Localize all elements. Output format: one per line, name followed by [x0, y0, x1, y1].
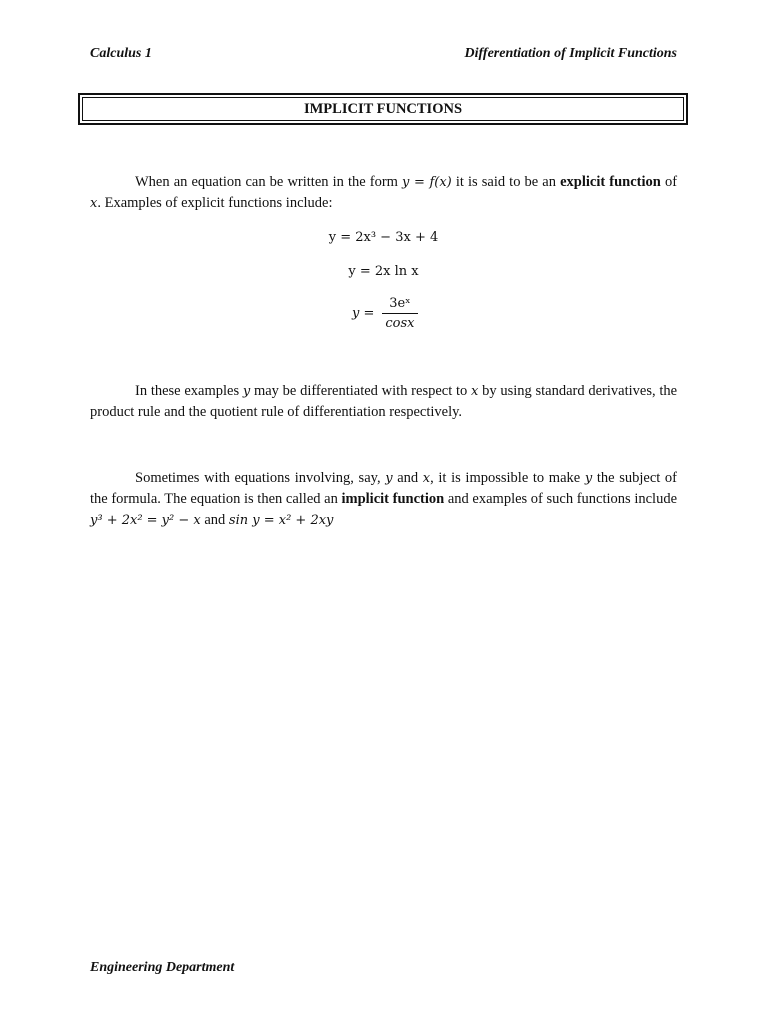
p3-math-1: y [385, 471, 393, 486]
running-header-right: Differentiation of Implicit Functions [464, 46, 677, 61]
p3-text-2: and [397, 470, 419, 486]
equation-3-numerator: 3eˣ [389, 296, 411, 311]
p2-math-2: x [471, 384, 479, 399]
equation-3-fraction [382, 296, 417, 331]
p1-math-2: x [90, 196, 98, 211]
p1-bold-term: explicit function [560, 174, 661, 190]
p3-text-6: and [204, 512, 226, 528]
p1-text-2: it is said to be an [455, 174, 556, 190]
p1-text-4: . Examples of explicit functions include: [97, 195, 333, 211]
p2-text-1: In these examples [135, 383, 240, 399]
p3-math-2: x [422, 471, 431, 486]
p2-text-2: may be differentiated with respect to [253, 383, 468, 399]
section-title-box [78, 93, 688, 125]
p3-text-1: Sometimes with equations involving, say, [135, 470, 381, 486]
p3-math-5: sin y = x² + 2xy [228, 513, 334, 528]
running-header-left: Calculus 1 [90, 46, 152, 61]
equation-3-lhs: y = [352, 306, 375, 321]
p3-text-4: the subject of the formula. The equation is then called an [90, 470, 678, 507]
paragraph-explicit [90, 172, 677, 214]
p3-math-4: y³ + 2x² = y² − x [90, 513, 201, 528]
p3-text-3: , it is impossible to make [430, 470, 581, 486]
p1-text-3: of [664, 174, 678, 190]
p3-math-3: y [584, 471, 593, 486]
p3-bold-term: implicit function [341, 491, 445, 507]
equation-3-denominator: cosx [382, 313, 417, 331]
section-title: IMPLICIT FUNCTIONS [82, 97, 684, 121]
p1-math-1: y = f(x) [402, 175, 452, 190]
equation-1: y = 2x³ − 3x + 4 [328, 230, 439, 245]
equation-2: y = 2x ln x [348, 264, 419, 279]
paragraph-implicit [90, 468, 677, 531]
p3-text-5: and examples of such functions include [447, 491, 678, 507]
p1-text-1: When an equation can be written in the form [135, 174, 398, 190]
equation-3 [352, 296, 418, 331]
running-footer: Engineering Department [90, 960, 235, 975]
p2-math-1: y [242, 384, 251, 399]
paragraph-differentiation [90, 381, 677, 423]
p2-text-3: by using standard derivatives, the product rule and the quotient rule of differentiation respectively. [90, 383, 678, 420]
